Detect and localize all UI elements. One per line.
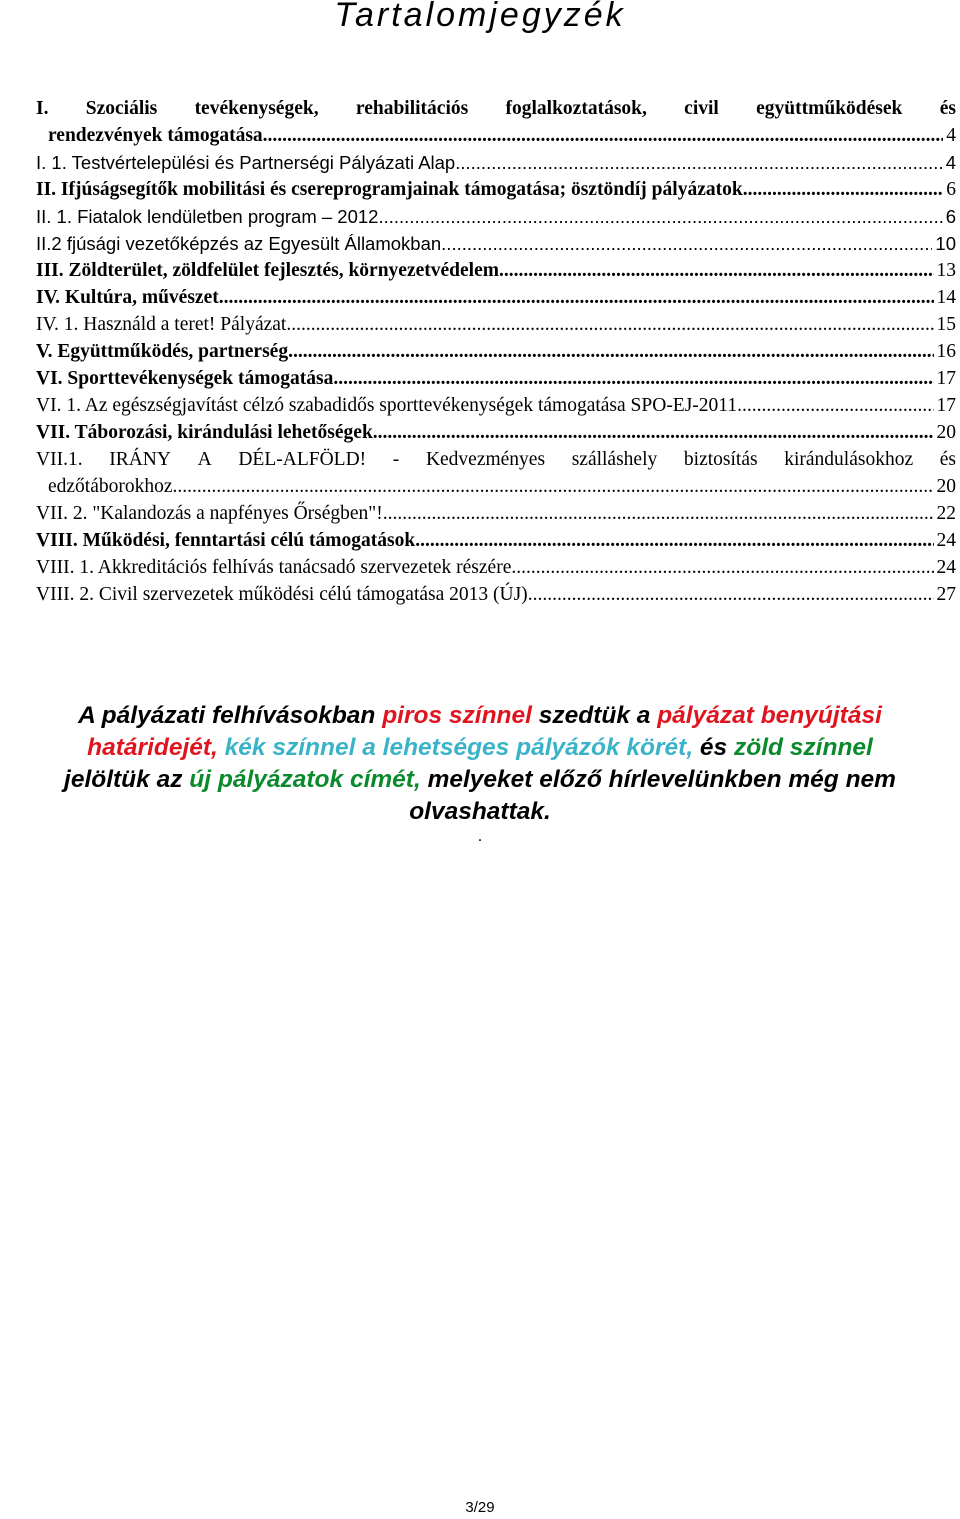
toc-entry-text: VI. Sporttevékenységek támogatása: [36, 368, 334, 389]
toc-entry-I-line2[interactable]: [36, 122, 956, 149]
toc-page-number: 17: [936, 395, 956, 416]
toc-word: IRÁNY: [109, 449, 171, 470]
toc-entry-text: VIII. 2. Civil szervezetek működési célú támogatása 2013 (ÚJ): [36, 584, 528, 605]
toc-page-number: 13: [936, 260, 956, 281]
toc-word: Szociális: [85, 98, 158, 119]
dot-leader: [383, 500, 934, 527]
toc-entry-text: VIII. 1. Akkreditációs felhívás tanácsadó szervezetek részére: [36, 557, 512, 578]
toc-word: szálláshely: [571, 449, 658, 470]
toc-entry-text: rendezvények támogatása: [48, 125, 263, 146]
notice-line: [0, 764, 960, 796]
dot-leader: [173, 473, 934, 500]
toc-entry[interactable]: [36, 257, 956, 284]
toc-word: tevékenységek,: [194, 98, 319, 119]
dot-leader: [415, 527, 933, 554]
toc-page-number: 20: [936, 476, 956, 497]
dot-leader: [743, 176, 944, 203]
notice-text: A pályázati felhívásokban: [78, 702, 383, 729]
toc-entry[interactable]: [36, 230, 956, 257]
toc-page-number: 24: [936, 557, 956, 578]
dot-leader: [378, 203, 942, 230]
notice-green-text: zöld színnel: [734, 734, 873, 761]
notice-text: és: [693, 734, 734, 761]
toc-page-number: 24: [936, 530, 956, 551]
toc-page-number: 20: [936, 422, 956, 443]
dot-leader: [455, 149, 942, 176]
notice-line: [0, 732, 960, 764]
notice-green-text: új pályázatok címét,: [189, 766, 421, 793]
toc-page-number: 27: [936, 584, 956, 605]
toc-entry[interactable]: [36, 419, 956, 446]
notice-text: olvashattak.: [409, 798, 551, 825]
toc-entry[interactable]: [36, 176, 956, 203]
toc-entry-text: V. Együttműködés, partnerség: [36, 341, 289, 362]
toc-word: és: [939, 449, 956, 470]
notice-red-text: határidejét,: [87, 734, 218, 761]
toc-entry[interactable]: [36, 554, 956, 581]
notice-line: [0, 700, 960, 732]
dot-leader: [441, 230, 932, 257]
toc-entry-text: II. 1. Fiatalok lendületben program – 2012: [36, 206, 379, 227]
toc-entry-text: III. Zöldterület, zöldfelület fejlesztés, környezetvédelem: [36, 260, 499, 281]
toc-entry-text: IV. 1. Használd a teret! Pályázat: [36, 314, 287, 335]
table-of-contents: [36, 95, 956, 608]
toc-entry[interactable]: [36, 284, 956, 311]
toc-page-number: 22: [936, 503, 956, 524]
toc-page-number: 14: [936, 287, 956, 308]
notice-line: [0, 796, 960, 828]
toc-page-number: 15: [936, 314, 956, 335]
toc-page-number: 6: [945, 206, 956, 227]
dot-leader: [219, 284, 934, 311]
toc-entry-text: I. 1. Testvértelepülési és Partnerségi Pályázati Alap: [36, 152, 456, 173]
dot-leader: [511, 554, 933, 581]
toc-page-number: 17: [936, 368, 956, 389]
toc-entry-text: VIII. Működési, fenntartási célú támogatások: [36, 530, 416, 551]
notice-text: melyeket előző hírlevelünkben még nem: [420, 766, 896, 793]
toc-word: A: [197, 449, 212, 470]
dot-leader: [288, 338, 933, 365]
toc-word: Kedvezményes: [425, 449, 546, 470]
notice-text: szedtük a: [531, 702, 658, 729]
toc-page-number: 10: [935, 233, 956, 254]
toc-word: DÉL-ALFÖLD!: [238, 449, 367, 470]
dot-leader: [499, 257, 934, 284]
dot-leader: [263, 122, 944, 149]
toc-entry[interactable]: [36, 311, 956, 338]
toc-entry[interactable]: [36, 500, 956, 527]
toc-entry-text: IV. Kultúra, művészet: [36, 287, 219, 308]
toc-word: civil: [684, 98, 719, 119]
dot-leader: [737, 392, 933, 419]
toc-word: és: [939, 98, 956, 119]
toc-entry[interactable]: [36, 149, 956, 176]
toc-word: VII.1.: [36, 449, 83, 470]
toc-entry[interactable]: [36, 581, 956, 608]
toc-word: -: [392, 449, 400, 470]
toc-word: biztosítás: [683, 449, 758, 470]
toc-page-number: 6: [946, 179, 956, 200]
toc-page-number: 16: [936, 341, 956, 362]
toc-entry-text: II. Ifjúságsegítők mobilitási és csereprogramjainak támogatása; ösztöndíj pályázatok: [36, 179, 743, 200]
dot-leader: [528, 581, 934, 608]
toc-entry[interactable]: [36, 392, 956, 419]
toc-page-number: 4: [945, 152, 956, 173]
toc-word: együttműködések: [756, 98, 903, 119]
notice-blue-text: kék színnel a lehetséges pályázók körét,: [217, 734, 694, 761]
toc-entry-VII1-line2[interactable]: [36, 473, 956, 500]
toc-entry[interactable]: [36, 203, 956, 230]
dot-leader: [286, 311, 933, 338]
toc-word: kirándulásokhoz: [784, 449, 914, 470]
toc-entry-text: II.2 fjúsági vezetőképzés az Egyesült Államokban: [36, 233, 442, 254]
toc-entry-VII1-line1[interactable]: [36, 446, 956, 473]
toc-entry-text: edzőtáborokhoz: [48, 476, 173, 497]
toc-entry[interactable]: [36, 527, 956, 554]
toc-word: foglalkoztatások,: [505, 98, 647, 119]
toc-entry-text: VII. Táborozási, kirándulási lehetőségek: [36, 422, 373, 443]
page-number: 3/29: [465, 1499, 495, 1516]
toc-entry-text: VI. 1. Az egészségjavítást célzó szabadidős sporttevékenységek támogatása SPO-EJ-2011: [36, 395, 738, 416]
notice-red-text: piros színnel: [382, 702, 532, 729]
dot-leader: [373, 419, 934, 446]
toc-word: I.: [36, 98, 49, 119]
toc-page-number: 4: [946, 125, 956, 146]
dot-leader: [333, 365, 933, 392]
page-title: Tartalomjegyzék: [334, 0, 626, 34]
toc-entry[interactable]: [36, 338, 956, 365]
notice-text: jelöltük az: [64, 766, 190, 793]
separator-dot: .: [478, 828, 482, 845]
color-legend-notice: [0, 700, 960, 828]
toc-entry-I-line1[interactable]: [36, 95, 956, 122]
toc-entry-text: VII. 2. "Kalandozás a napfényes Őrségben"!: [36, 503, 383, 524]
toc-word: rehabilitációs: [355, 98, 469, 119]
notice-red-text: pályázat benyújtási: [657, 702, 882, 729]
toc-entry[interactable]: [36, 365, 956, 392]
